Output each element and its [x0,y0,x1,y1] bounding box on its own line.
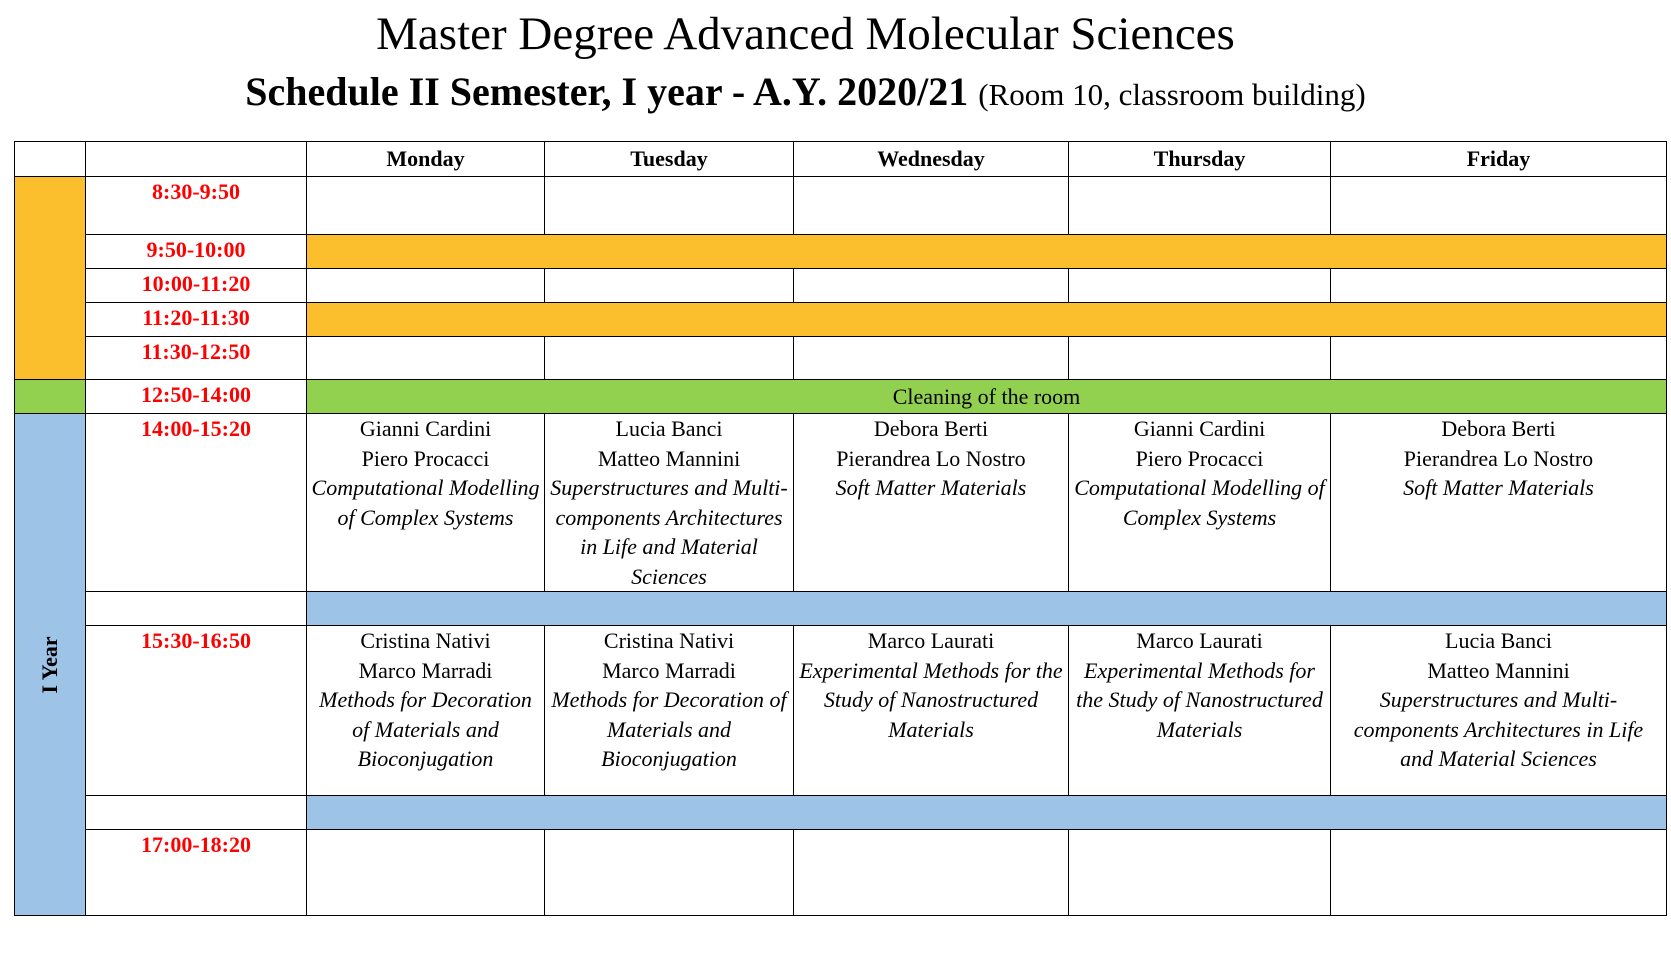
time-1250: 12:50-14:00 [86,380,307,414]
cell-mon-1700 [307,830,545,916]
cleaning-bar: Cleaning of the room [307,380,1667,414]
morning-side-band [15,177,86,380]
lesson-prof: Pierandrea Lo Nostro [1403,445,1594,471]
lesson-thu-1400 [1069,414,1331,592]
cell-fri-1130 [1331,337,1667,380]
cell-wed-1130 [794,337,1069,380]
corner-cell [15,142,86,177]
lesson-fri-1400 [1331,414,1667,592]
lesson-prof: Cristina Nativi [603,628,735,653]
row-break-1650 [15,796,1667,830]
day-header-monday: Monday [307,142,545,177]
row-1400 [15,414,1667,592]
time-1400: 14:00-15:20 [86,414,307,592]
lesson-prof: Gianni Cardini [359,416,492,441]
cell-tue-1700 [545,830,794,916]
lesson-wed-1400 [794,414,1069,592]
break-bar-1650 [307,796,1667,830]
lesson-prof: Lucia Banci [1445,628,1552,653]
lesson-prof: Piero Procacci [1135,445,1264,471]
lesson-thu-1530 [1069,626,1331,796]
time-1530: 15:30-16:50 [86,626,307,796]
row-1000 [15,269,1667,303]
break-bar-1120 [307,303,1667,337]
lesson-course: Methods for Decoration of Materials and Bioconjugation [319,687,532,771]
lesson-prof: Matteo Mannini [1427,657,1570,683]
cell-thu-0830 [1069,177,1331,235]
lesson-course: Soft Matter Materials [835,475,1027,500]
time-1700: 17:00-18:20 [86,830,307,916]
lesson-course: Soft Matter Materials [1403,475,1594,500]
cell-fri-1700 [1331,830,1667,916]
time-header-cell [86,142,307,177]
day-header-tuesday: Tuesday [545,142,794,177]
lesson-prof: Matteo Mannini [597,445,741,471]
lesson-prof: Pierandrea Lo Nostro [836,445,1026,471]
subtitle-text: Schedule II Semester, I year - A.Y. 2020/21 [245,69,969,114]
lesson-course: Computational Modelling of Complex Systems [1074,475,1325,530]
row-1120 [15,303,1667,337]
lesson-prof: Debora Berti [1441,416,1556,441]
lesson-mon-1400 [307,414,545,592]
lesson-course: Experimental Methods for the Study of Nanostructured Materials [1076,657,1323,742]
lesson-prof: Piero Procacci [361,445,490,471]
row-1700 [15,830,1667,916]
time-empty-1520 [86,592,307,626]
cell-mon-0830 [307,177,545,235]
lesson-course: Superstructures and Multi-components Architectures in Life and Material Sciences [550,475,788,589]
lunch-side-band [15,380,86,414]
day-header-thursday: Thursday [1069,142,1331,177]
cell-thu-1130 [1069,337,1331,380]
row-0830 [15,177,1667,235]
lesson-course: Experimental Methods for the Study of Nanostructured Materials [799,657,1063,742]
break-bar-0950 [307,235,1667,269]
break-bar-1520 [307,592,1667,626]
header-row [15,142,1667,177]
lesson-fri-1530 [1331,626,1667,796]
schedule-table [14,141,1667,916]
room-info: (Room 10, classroom building) [978,77,1366,112]
cell-tue-1000 [545,269,794,303]
year-side-band [15,414,86,916]
day-header-friday: Friday [1331,142,1667,177]
page-subtitle [0,68,1611,119]
cell-fri-1000 [1331,269,1667,303]
lesson-prof: Lucia Banci [615,416,723,441]
time-0830: 8:30-9:50 [86,177,307,235]
cell-fri-0830 [1331,177,1667,235]
cell-mon-1130 [307,337,545,380]
time-1130: 11:30-12:50 [86,337,307,380]
time-1120: 11:20-11:30 [86,303,307,337]
lesson-prof: Marco Marradi [602,657,736,683]
cell-thu-1000 [1069,269,1331,303]
day-header-wednesday: Wednesday [794,142,1069,177]
lesson-course: Superstructures and Multi-components Architectures in Life and Material Sciences [1353,687,1644,771]
lesson-prof: Cristina Nativi [360,628,491,653]
lesson-wed-1530 [794,626,1069,796]
time-empty-1650 [86,796,307,830]
lesson-prof: Marco Laurati [867,628,995,653]
row-break-1520 [15,592,1667,626]
time-0950: 9:50-10:00 [86,235,307,269]
time-1000: 10:00-11:20 [86,269,307,303]
page-title: Master Degree Advanced Molecular Sciences [376,8,1235,60]
lesson-prof: Gianni Cardini [1133,416,1266,441]
lesson-prof: Marco Laurati [1136,628,1263,653]
row-1130 [15,337,1667,380]
cell-thu-1700 [1069,830,1331,916]
row-1250 [15,380,1667,414]
cell-mon-1000 [307,269,545,303]
lesson-tue-1530 [545,626,794,796]
lesson-tue-1400 [545,414,794,592]
cell-tue-1130 [545,337,794,380]
year-label: I Year [37,635,62,694]
cell-tue-0830 [545,177,794,235]
lesson-prof: Debora Berti [873,416,989,441]
cell-wed-0830 [794,177,1069,235]
lesson-course: Methods for Decoration of Materials and Bioconjugation [551,687,787,771]
row-1530 [15,626,1667,796]
cell-wed-1000 [794,269,1069,303]
cell-wed-1700 [794,830,1069,916]
lesson-mon-1530 [307,626,545,796]
lesson-prof: Marco Marradi [358,657,493,683]
lesson-course: Computational Modelling of Complex Systems [311,475,540,530]
row-0950 [15,235,1667,269]
